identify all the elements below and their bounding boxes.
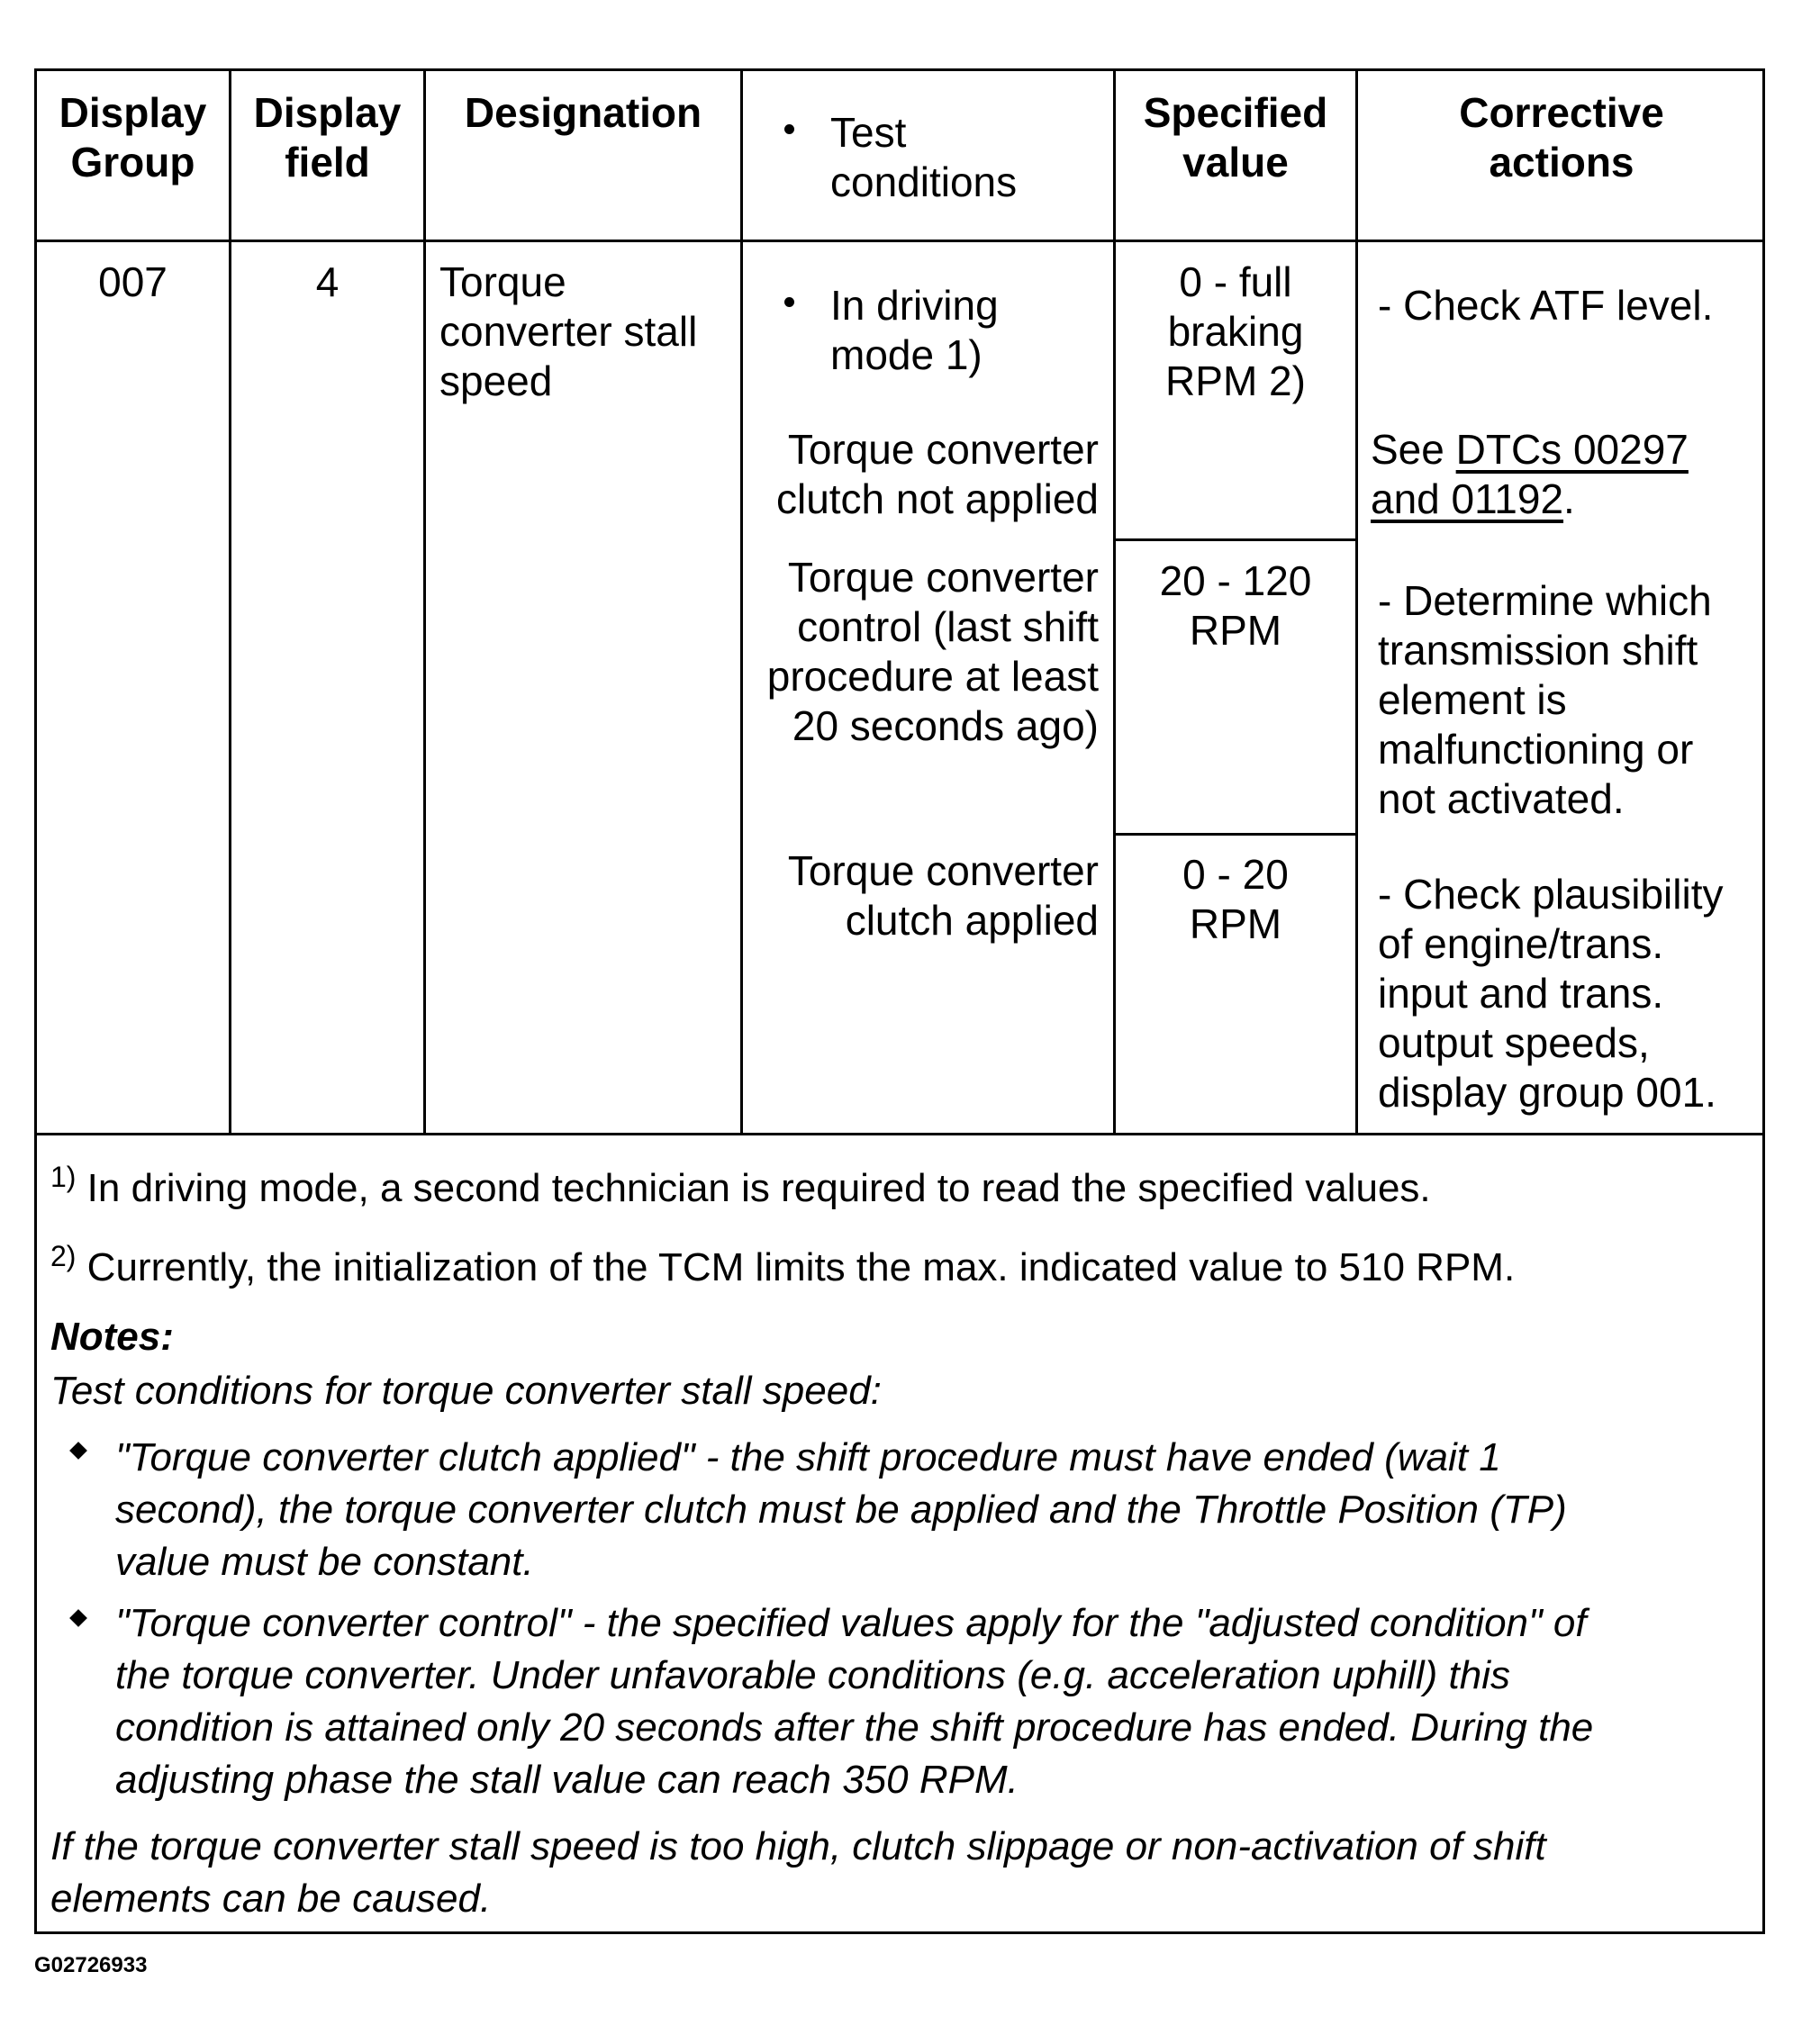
col-divider-3	[740, 68, 743, 1135]
header-designation: Designation	[464, 89, 702, 136]
value-divider-1	[1113, 538, 1358, 541]
header-divider	[34, 240, 1765, 242]
header-bullet-icon	[784, 124, 794, 134]
dtc-link[interactable]: DTCs 00297	[1455, 426, 1689, 473]
notes-closing: If the torque converter stall speed is too high, clutch slippage or non-activation of shift elements can be caused.	[50, 1824, 1546, 1921]
notes-title: Notes:	[50, 1315, 174, 1359]
col-divider-1	[229, 68, 231, 1135]
figure-id: G02726933	[34, 1953, 148, 1977]
header-corrective-actions: Corrective actions	[1459, 89, 1664, 185]
col-divider-5	[1355, 68, 1358, 1135]
value-0-20: 0 - 20 RPM	[1182, 851, 1289, 947]
value-divider-2	[1113, 833, 1358, 836]
cell-display-group: 007	[98, 258, 168, 305]
action-determine-element: - Determine which transmission shift element is malfunctioning or not activated.	[1378, 577, 1712, 822]
test-tcc-not-applied: Torque converter clutch not applied	[775, 426, 1099, 522]
value-full-braking: 0 - full braking RPM 2)	[1165, 258, 1306, 404]
action-check-atf: - Check ATF level.	[1378, 282, 1714, 329]
cell-designation: Torque converter stall speed	[439, 258, 698, 404]
notes-bullet-2: "Torque converter control" - the specified values apply for the "adjusted condition" of the torque converter. Under unfavorable conditions (e.g. acceleration uphill) this condition is attained only 20 seconds after the shift procedure has ended. During the adjusting phase the stall value can reach 350 RPM.	[115, 1601, 1594, 1802]
test-driving-mode: In driving mode 1)	[830, 282, 999, 378]
action-check-plausibility: - Check plausibility of engine/trans. input and trans. output speeds, display group 001.	[1378, 871, 1724, 1116]
header-test-conditions: Test conditions	[830, 109, 1018, 205]
test-tc-control: Torque converter control (last shift procedure at least 20 seconds ago)	[766, 554, 1099, 749]
notes-bullet-1: "Torque converter clutch applied" - the shift procedure must have ended (wait 1 second), the torque converter clutch must be applied and the Throttle Position (TP) value must be constant.	[115, 1435, 1567, 1584]
footnote-divider	[34, 1133, 1765, 1135]
test-tcc-applied: Torque converter clutch applied	[787, 847, 1099, 944]
test-bullet-icon	[784, 297, 794, 307]
col-divider-2	[423, 68, 426, 1135]
footnote-2: $^{2)}$ Currently, the initialization of the TCM limits the max. indicated value to 510 RPM.	[50, 1240, 1516, 1289]
notes-intro: Test conditions for torque converter stall speed:	[50, 1369, 882, 1413]
value-20-120: 20 - 120 RPM	[1159, 557, 1312, 654]
header-display-field: Display field	[253, 89, 402, 185]
header-display-group: Display Group	[59, 89, 207, 185]
header-specified-value: Specified value	[1143, 89, 1328, 185]
dtc-link-cont[interactable]: and 01192	[1371, 475, 1564, 522]
action-see-dtcs: See DTCs 00297 and 01192.	[1371, 426, 1689, 522]
cell-display-field: 4	[315, 258, 340, 305]
footnote-1: $^{1)}$ In driving mode, a second technician is required to read the specified values.	[50, 1161, 1431, 1210]
